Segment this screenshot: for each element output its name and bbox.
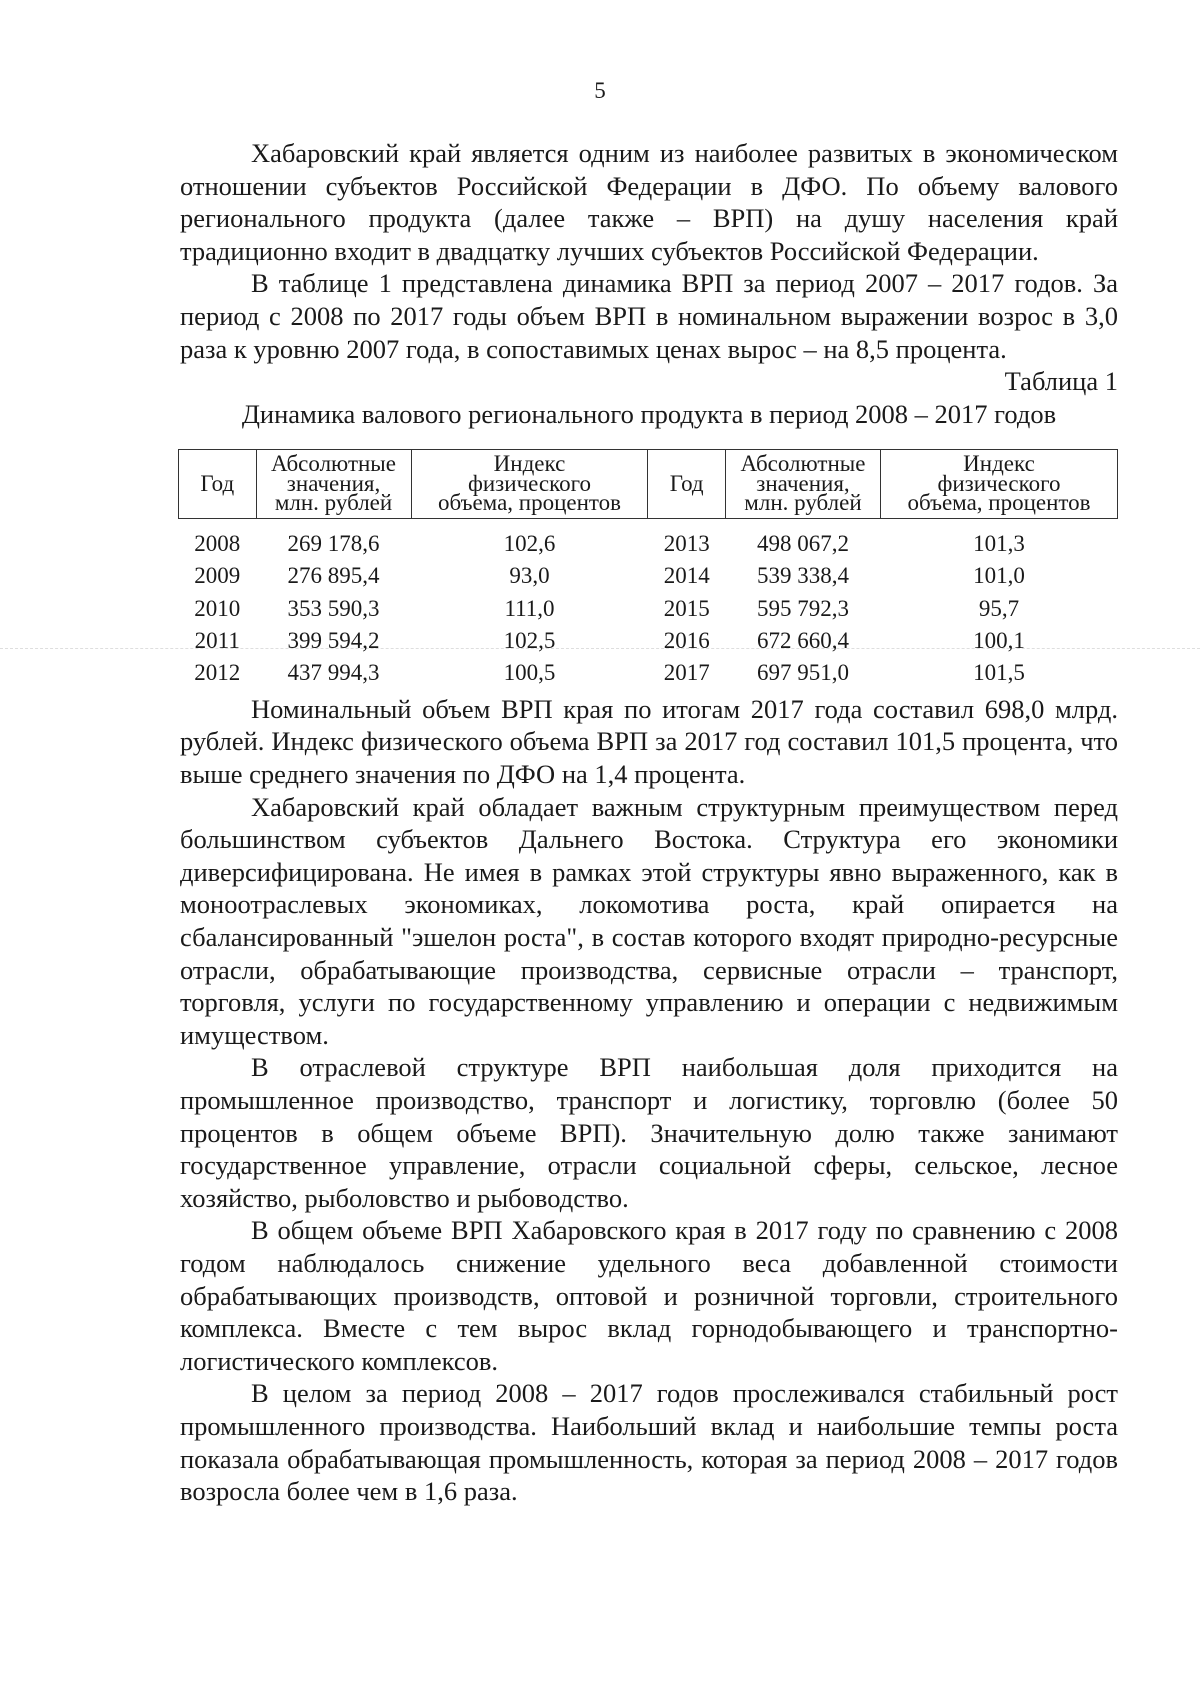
cell-year: 2012 — [194, 660, 241, 686]
paragraph-structural-advantage: Хабаровский край обладает важным структурным преимуществом перед большинством субъектов Дальнего Востока. Структура его экономики диверсифицирована. Не имея в рамках этой структуры явно выраженного, как в моноотраслевых экономиках, локомотива роста, край опирается на сбалансированный "эшелон роста", в состав которого входят природно-ресурсные отрасли, обрабатывающие производства, сервисные отрасли – транспорт, торговля, услуги по государственному управлению и операции с недвижимым имуществом. — [180, 791, 1118, 1050]
cell-index: 93,0 — [509, 563, 550, 589]
cell-index: 100,1 — [973, 628, 1025, 654]
cell-year: 2014 — [663, 563, 710, 589]
cell-absolute: 276 895,4 — [287, 563, 380, 589]
cell-absolute: 399 594,2 — [287, 628, 380, 654]
table-row — [179, 657, 1118, 689]
paragraph-table-reference: В таблице 1 представлена динамика ВРП за период 2007 – 2017 годов. За период с 2008 по 2017 годы объем ВРП в номинальном выражении возрос в 3,0 раза к уровню 2007 года, в сопоставимых ценах вырос – на 8,5 процента. — [180, 268, 1118, 364]
cell-absolute: 672 660,4 — [756, 628, 849, 654]
cell-absolute: 498 067,2 — [756, 530, 849, 556]
header-index-right: Индекс физического объема, процентов — [880, 450, 1117, 519]
cell-absolute: 595 792,3 — [756, 595, 849, 621]
paragraphs-after-table — [180, 693, 1118, 1508]
cell-year: 2016 — [663, 628, 710, 654]
paragraph-intro: Хабаровский край является одним из наиболее развитых в экономическом отношении субъектов Российской Федерации в ДФО. По объему валового регионального продукта (далее также – ВРП) на душу населения край традиционно входит в двадцатку лучших субъектов Российской Федерации. — [180, 138, 1118, 266]
cell-year: 2008 — [194, 530, 241, 556]
gdp-table — [178, 449, 1118, 690]
cell-index: 101,0 — [973, 563, 1025, 589]
cell-year: 2015 — [663, 595, 710, 621]
paragraph-industrial-growth: В целом за период 2008 – 2017 годов прослеживался стабильный рост промышленного производства. Наибольший вклад и наибольшие темпы роста показала обрабатывающая промышленность, которая за период 2008 – 2017 годов возросла более чем в 1,6 раза. — [180, 1378, 1118, 1507]
header-absolute-right: Абсолютные значения, млн. рублей — [725, 450, 880, 519]
cell-index: 100,5 — [503, 660, 556, 686]
cell-index: 101,5 — [973, 660, 1025, 686]
cell-absolute: 353 590,3 — [287, 595, 380, 621]
table-row — [179, 593, 1118, 625]
cell-index: 111,0 — [504, 595, 555, 621]
cell-index: 102,5 — [503, 628, 556, 654]
cell-year: 2009 — [194, 563, 241, 589]
cell-absolute: 697 951,0 — [756, 660, 849, 686]
header-year-left: Год — [179, 450, 257, 519]
document-body — [180, 137, 1118, 1508]
header-index-left: Индекс физического объема, процентов — [411, 450, 648, 519]
table-label: Таблица 1 — [1004, 366, 1118, 397]
cell-year: 2010 — [194, 595, 241, 621]
cell-year: 2017 — [663, 660, 710, 686]
cell-index: 102,6 — [503, 530, 556, 556]
paragraph-share-changes: В общем объеме ВРП Хабаровского края в 2017 году по сравнению с 2008 годом наблюдалось снижение удельного веса добавленной стоимости обрабатывающих производств, оптовой и розничной торговли, строительного комплекса. Вместе с тем вырос вклад горнодобывающего и транспортно-логистического комплексов. — [180, 1215, 1118, 1376]
cell-year: 2011 — [194, 628, 240, 654]
table-row — [179, 518, 1118, 560]
gdp-table-container — [180, 449, 1118, 690]
cell-absolute: 539 338,4 — [756, 563, 849, 589]
table-title: Динамика валового регионального продукта в период 2008 – 2017 годов — [241, 398, 1057, 429]
cell-year: 2013 — [663, 530, 710, 556]
table-row — [179, 560, 1118, 592]
cell-index: 101,3 — [973, 530, 1025, 556]
cell-absolute: 437 994,3 — [287, 660, 380, 686]
page-number: 5 — [594, 78, 606, 103]
table-header-row — [179, 450, 1118, 519]
header-absolute-left: Абсолютные значения, млн. рублей — [256, 450, 411, 519]
paragraph-sector-structure: В отраслевой структуре ВРП наибольшая доля приходится на промышленное производство, транспорт и логистику, торговлю (более 50 процентов в общем объеме ВРП). Значительную долю также занимают государственное управление, отрасли социальной сферы, сельское, лесное хозяйство, рыболовство и рыбоводство. — [180, 1052, 1118, 1213]
table-row — [179, 625, 1118, 657]
header-year-right: Год — [648, 450, 726, 519]
cell-index: 95,7 — [978, 595, 1020, 621]
cell-absolute: 269 178,6 — [287, 530, 380, 556]
paragraph-nominal-gdp: Номинальный объем ВРП края по итогам 2017 года составил 698,0 млрд. рублей. Индекс физического объема ВРП за 2017 год составил 101,5 процента, что выше среднего значения по ДФО на 1,4 процента. — [180, 693, 1118, 790]
